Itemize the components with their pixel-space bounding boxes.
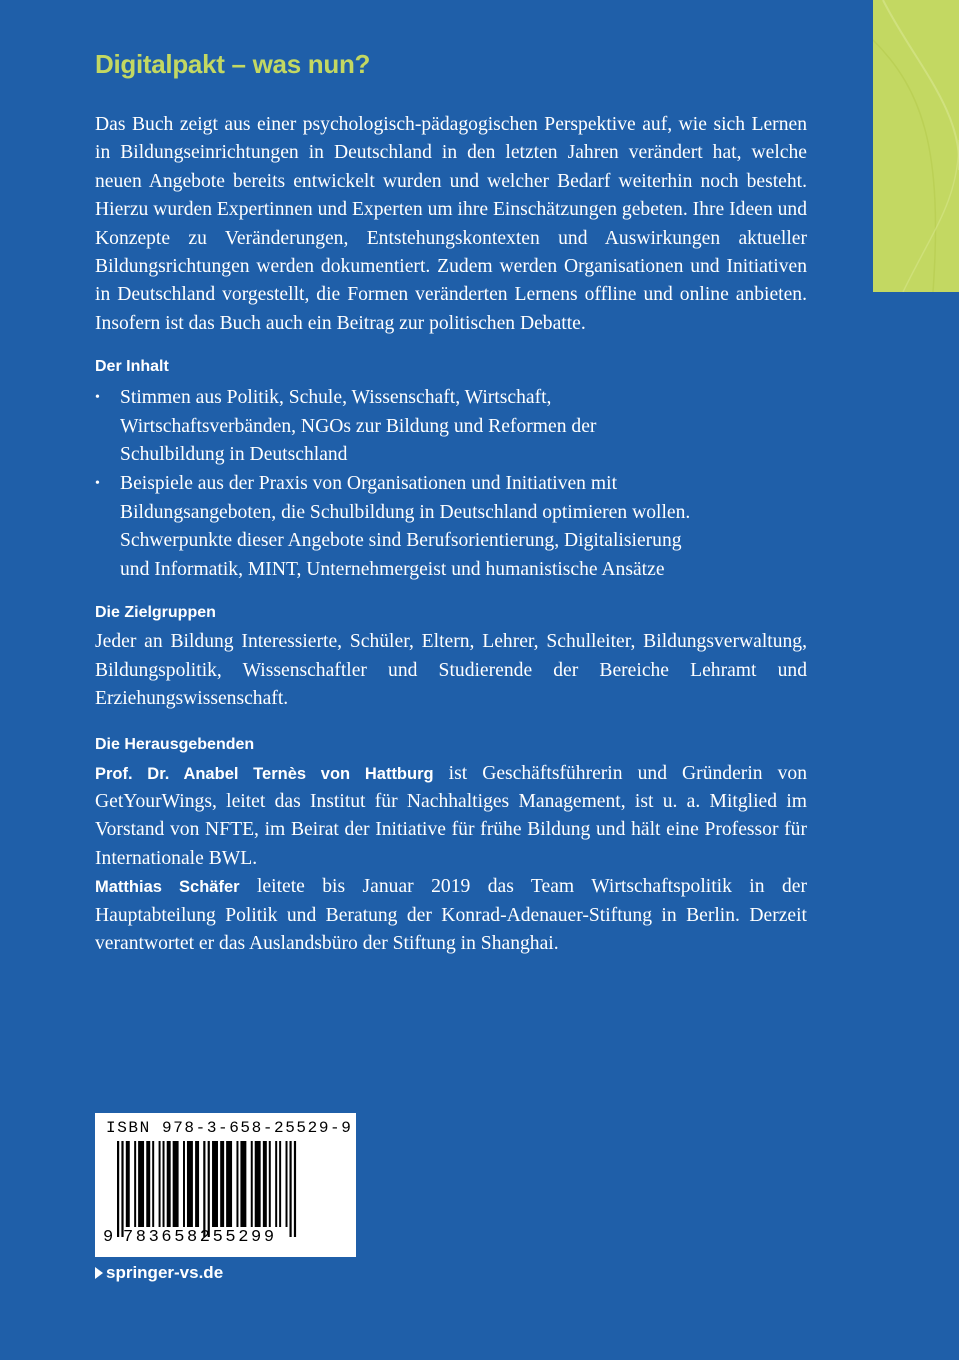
barcode-bar	[183, 1141, 185, 1227]
barcode-bar	[167, 1141, 171, 1227]
back-cover-content	[95, 46, 807, 958]
barcode-bar	[255, 1141, 261, 1227]
barcode-bar	[208, 1141, 210, 1237]
barcode-bar	[226, 1141, 232, 1227]
barcode-bar	[269, 1141, 271, 1227]
barcode-bar	[121, 1141, 123, 1237]
barcode-bar	[220, 1141, 224, 1227]
editor-bio	[95, 873, 807, 958]
barcode-bar	[294, 1141, 296, 1237]
isbn-label: ISBN 978-3-658-25529-9	[106, 1119, 353, 1137]
barcode-bar	[251, 1141, 253, 1227]
list-item: • Stimmen aus Politik, Schule, Wissenschaft, Wirtschaft, Wirtschaftsverbänden, NGOs zur Bildung und Reformen der Schulbildung in Deutschland	[95, 384, 695, 470]
zielgruppen-text: Jeder an Bildung Interessierte, Schüler, Eltern, Lehrer, Schulleiter, Bildungsverwaltung, Bildungspolitik, Wissenschaftler und Studierende der Bereiche Lehramt und Erziehungswissenschaft.	[95, 631, 807, 710]
swirl-decoration-icon	[873, 0, 959, 292]
barcode-bar	[187, 1141, 193, 1227]
ean-first-digit: 9	[103, 1228, 114, 1247]
barcode-bar	[126, 1141, 130, 1227]
barcode-bar	[117, 1141, 119, 1237]
barcode-bar	[212, 1141, 218, 1227]
barcode-bar	[152, 1141, 154, 1227]
barcode-bar	[195, 1141, 199, 1227]
section-heading-zielgruppen: Die Zielgruppen	[95, 604, 216, 622]
barcode-bar	[286, 1141, 288, 1227]
inhalt-list	[95, 384, 807, 584]
barcode-bar	[159, 1141, 161, 1227]
editors-block	[95, 760, 807, 959]
barcode-bar	[289, 1141, 291, 1237]
editor-name: Matthias Schäfer	[95, 878, 240, 897]
publisher-url: springer-vs.de	[106, 1263, 224, 1282]
barcode-bar	[146, 1141, 150, 1227]
barcode-bar	[138, 1141, 144, 1227]
barcode-bars	[117, 1141, 337, 1241]
publisher-link[interactable]	[95, 1263, 223, 1283]
barcode-bar	[163, 1141, 165, 1227]
isbn-barcode	[95, 1113, 356, 1257]
barcode-bar	[279, 1141, 281, 1227]
ean-digits: 783658255299	[123, 1228, 277, 1247]
book-description: Das Buch zeigt aus einer psychologisch-pädagogischen Perspektive auf, wie sich Lernen in Bildungseinrichtungen in Deutschland in den letzten Jahren verändert hat, welche neuen Angebote bereits entwickelt wurden und welcher Bedarf weiterhin noch besteht. Hierzu wurden Expertinnen und Experten um ihre Einschätzungen gebeten. Ihre Ideen und Konzepte zu Veränderungen, Entstehungskontexten und Auswirkungen aktueller Bildungsrichtungen werden dokumentiert. Zudem werden Organisationen und Initiativen in Deutschland vorgestellt, die Formen veränderten Lernens offline und online anbieten. Insofern ist das Buch auch ein Beitrag zur politischen Debatte.	[95, 114, 807, 334]
barcode-bar	[275, 1141, 277, 1227]
barcode-bar	[236, 1141, 238, 1227]
section-heading-herausgebenden: Die Herausgebenden	[95, 735, 255, 753]
decorative-green-strip	[873, 0, 959, 292]
list-item: • Beispiele aus der Praxis von Organisationen und Initiativen mit Bildungsangeboten, die Schulbildung in Deutschland optimieren wollen. Schwerpunkte dieser Angebote sind Berufsorientierung, Digitalisierung und Informatik, MINT, Unternehmergeist und humanistische Ansätze	[95, 470, 695, 584]
editor-bio-text: ist Geschäftsführerin und Gründerin von GetYourWings, leitet das Institut für Nachhaltiges Management, ist u. a. Mitglied im Vorstand von NFTE, im Beirat der Initiative für frühe Bildung und hält eine Professor für Internationale BWL.	[95, 762, 807, 869]
arrow-right-icon	[95, 1267, 103, 1279]
barcode-bar	[240, 1141, 246, 1227]
section-heading-inhalt: Der Inhalt	[95, 358, 169, 376]
barcode-bar	[173, 1141, 179, 1227]
editor-bio	[95, 760, 807, 874]
editor-bio-text: leitete bis Januar 2019 das Team Wirtschaftspolitik in der Hauptabteilung Politik und Beratung der Konrad-Adenauer-Stiftung in Berlin. Derzeit verantwortet er das Auslandsbüro der Stiftung in Shanghai.	[95, 876, 807, 955]
barcode-bar	[134, 1141, 136, 1227]
barcode-bar	[203, 1141, 205, 1237]
barcode-bar	[263, 1141, 267, 1227]
book-title: Digitalpakt – was nun?	[95, 49, 371, 79]
editor-name: Prof. Dr. Anabel Ternès von Hattburg	[95, 764, 434, 783]
